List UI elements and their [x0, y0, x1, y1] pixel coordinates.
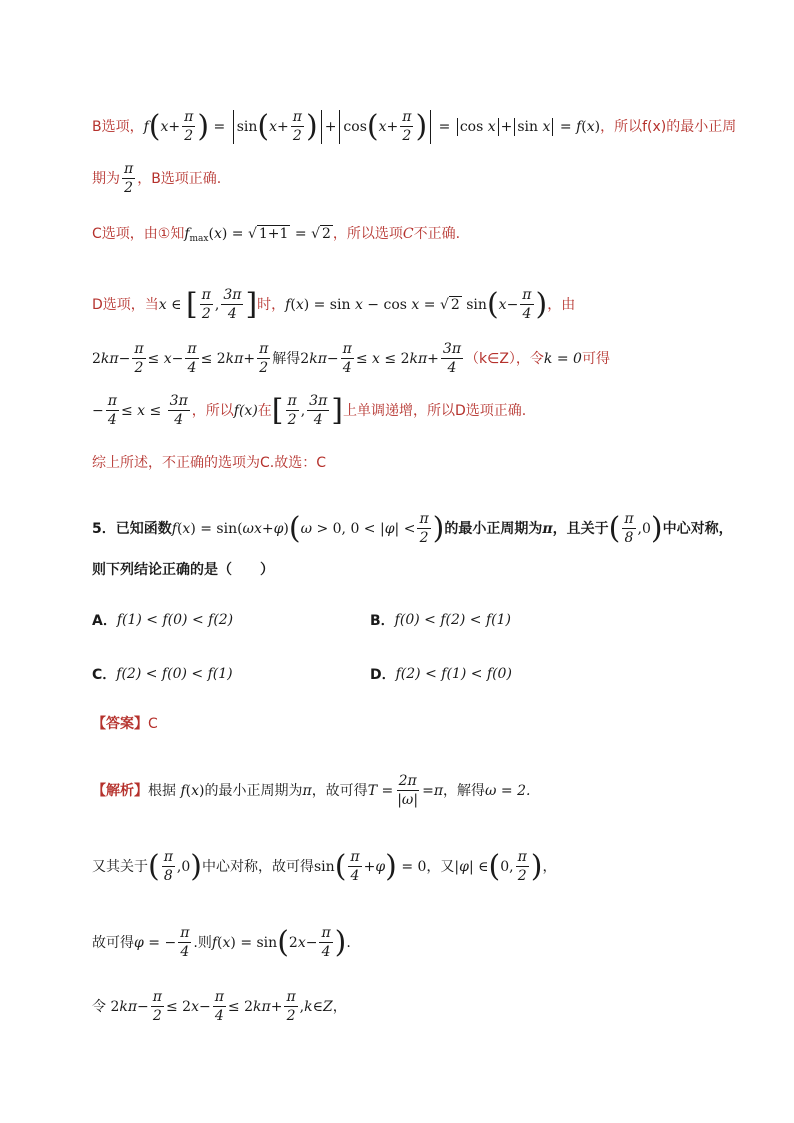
- b-option-line2: 期为 $\frac{\pi}{2}$ ，B选项正确.: [92, 161, 222, 196]
- fraction: $\frac{3\pi}{4}$: [309, 393, 328, 428]
- option-d[interactable]: D． f(2) < f(1) < f(0): [370, 666, 512, 683]
- fraction: $\frac{3\pi}{4}$: [169, 393, 188, 428]
- fraction: $\frac{\pi}{2}$: [184, 109, 194, 144]
- fraction: $\frac{3\pi}{4}$: [223, 287, 242, 322]
- fraction: $\frac{\pi}{4}$: [214, 989, 224, 1024]
- fraction: $\frac{\pi}{4}$: [107, 393, 117, 428]
- b-option-label: B选项，: [92, 118, 144, 135]
- c-option-line: C选项，由①知 f max ( x ) = √ 1+1 = √ 2 ，所以选项 C 不正确.: [92, 226, 461, 244]
- symmetry-line: 又其关于 ( $\frac{\pi}{8}$ ,0 ) 中心对称，故可得 sin ( $\frac{\pi}{4}$ + φ ) = 0 ，又 | φ | ∈ ( 0, $\frac{\pi}{2}$ ) ，: [92, 848, 557, 884]
- fraction: $\frac{\pi}{2}$: [287, 393, 297, 428]
- fraction: $\frac{\pi}{2}$: [402, 109, 412, 144]
- summary-text: 综上所述，不正确的选项为C.故选：C: [92, 455, 327, 471]
- fraction: $\frac{\pi}{4}$: [522, 287, 532, 322]
- fraction: $\frac{\pi}{4}$: [321, 925, 331, 960]
- option-a[interactable]: A． f(1) < f(0) < f(2): [92, 612, 234, 629]
- fraction: $\frac{\pi}{2}$: [152, 989, 162, 1024]
- answer-line: [92, 714, 158, 734]
- fraction: $\frac{\pi}{2}$: [134, 341, 144, 376]
- d-option-line3: − $\frac{\pi}{4}$ ≤ x ≤ $\frac{3\pi}{4}$ ，所以 f(x) 在 [ $\frac{\pi}{2}$ , $\frac{3\pi}{4}$ ] 上单调递增，所以D选项正确.: [92, 392, 527, 428]
- option-b[interactable]: B． f(0) < f(2) < f(1): [370, 612, 511, 629]
- fraction: $\frac{\pi}{4}$: [350, 849, 360, 884]
- fraction: $\frac{\pi}{8}$: [163, 849, 173, 884]
- ling-line: 令 2 kπ − $\frac{\pi}{2}$ ≤ 2 x − $\frac{\pi}{4}$ ≤ 2 kπ + $\frac{\pi}{2}$ , k ∈ Z ，: [92, 989, 347, 1024]
- fraction: $\frac{\pi}{8}$: [624, 511, 634, 546]
- fraction: $\frac{\pi}{4}$: [187, 341, 197, 376]
- fraction: $\frac{3\pi}{4}$: [442, 341, 462, 376]
- fraction: $\frac{\pi}{2}$: [292, 109, 302, 144]
- b-option-line1: B选项， f ( x + $\frac{\pi}{2}$ ) = sin ( x + $\frac{\pi}{2}$ ) + cos ( x + $\frac{\pi}{2}$ ) = cos x + sin x = f ( x ) ，所以f(x)的最小正周: [92, 108, 737, 144]
- d-option-line1: D选项，当 x ∈ [ $\frac{\pi}{2}$ , $\frac{3\pi}{4}$ ] 时， f ( x ) = sin x − cos x = √ 2 sin ( x − $\frac{\pi}{4}$ ) ，由: [92, 286, 576, 322]
- d-option-line2: 2 kπ − $\frac{\pi}{2}$ ≤ x − $\frac{\pi}{4}$ ≤ 2 kπ + $\frac{\pi}{2}$ 解得 2 kπ − $\frac{\pi}{4}$ ≤ x ≤ 2 kπ + $\frac{3\pi}{4}$ （k∈Z），令 k = 0 可得: [92, 341, 610, 376]
- fraction: $\frac{\pi}{2}$: [517, 849, 527, 884]
- fraction: $\frac{\pi}{2}$: [286, 989, 296, 1024]
- question-5-line1: 5．已知函数 f ( x ) = sin( ωx + φ ) ( ω > 0, 0 < | φ | < $\frac{\pi}{2}$ ) 的最小正周期为 π ，且关于 ( $\frac{\pi}{8}$ ,0 ) 中心对称，: [92, 510, 733, 546]
- phi-line: 故可得 φ = − $\frac{\pi}{4}$ .则 f ( x ) = sin ( 2 x − $\frac{\pi}{4}$ ) .: [92, 924, 351, 960]
- answer-value: C: [148, 716, 158, 732]
- b-option-tail: ，所以f(x)的最小正周: [600, 118, 737, 135]
- option-c[interactable]: C． f(2) < f(0) < f(1): [92, 666, 233, 683]
- fraction: $\frac{\pi}{2}$: [259, 341, 269, 376]
- fraction: $\frac{2\pi}{|\omega|}$: [397, 773, 419, 808]
- analysis-line: 【解析】 根据 f ( x ) 的最小正周期为 π ，故可得 T = $\frac{2\pi}{|\omega|}$ = π ，解得 ω = 2.: [92, 773, 531, 808]
- fraction: $\frac{\pi}{4}$: [342, 341, 352, 376]
- fraction: $\frac{\pi}{4}$: [180, 925, 190, 960]
- fraction: $\frac{\pi}{2}$: [124, 161, 134, 196]
- fraction: $\frac{\pi}{2}$: [201, 287, 211, 322]
- answer-tag: 【答案】: [92, 716, 148, 732]
- fraction: $\frac{\pi}{2}$: [419, 511, 429, 546]
- analysis-tag: 【解析】: [92, 782, 148, 799]
- question-5-line2: 则下列结论正确的是（ ）: [92, 562, 274, 578]
